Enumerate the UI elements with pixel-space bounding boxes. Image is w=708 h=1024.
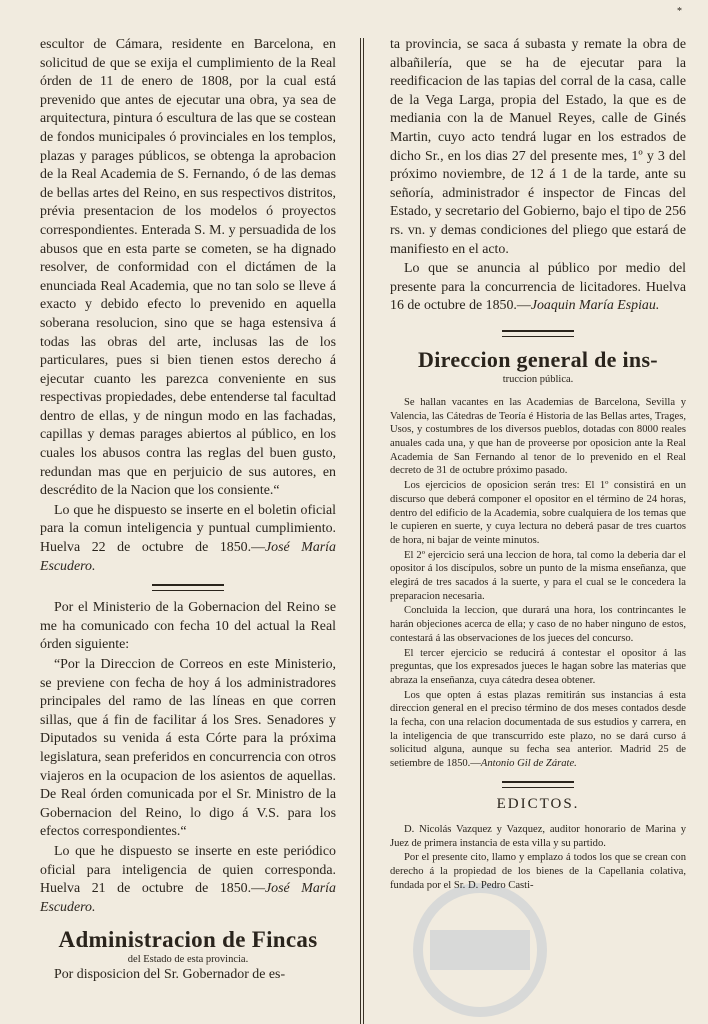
deadline-text-body: Los que opten á estas plazas remitirán sus instancias á esta direccion general en el preciso término de dos meses contados desde la fecha, con una relacion documentada de sus estudios y carrera, en la inteligencia de que transcurrido este plazo, no se dará curso á solicitud alguna, aunque su fecha sea anterior. Madrid 25 de setiembre de 1850.— — [390, 689, 686, 770]
edictos-heading: EDICTOS. — [496, 795, 580, 812]
ministry-intro: Por el Ministerio de la Gobernacion del Reino se me ha comunicado con fecha 10 del actual la Real órden siguiente: — [40, 600, 336, 653]
separator-rule — [502, 781, 574, 788]
left-column — [40, 36, 336, 985]
publication-note-text: Lo que se anuncia al público por medio del presente para la concurrencia de licitadores. Huelva 16 de octubre de 1850.— — [390, 261, 686, 314]
publication-note — [40, 843, 336, 917]
separator-rule — [502, 330, 574, 337]
exercise-text: Concluida la leccion, que durará una hora, los contrincantes le harán objeciones acerca de ella; y caso de no haber ninguno de estos, contestará á las observaciones de los jueces del concurso. — [390, 605, 686, 644]
publication-note-text: Lo que he dispuesto se inserte en el boletin oficial para la comun inteligencia y puntual cumplimiento. Huelva 22 de octubre de 1850.— — [40, 502, 336, 556]
publication-note — [40, 502, 336, 576]
column-rule — [363, 38, 364, 1024]
library-stamp-watermark — [370, 880, 590, 1020]
section-subheading: truccion pública. — [502, 373, 574, 385]
section-heading: Direccion general de ins- — [418, 346, 658, 372]
exercise-text: Los ejercicios de oposicion serán tres: El 1º consistirá en un discurso que deberá componer el opositor en el término de 24 horas, dentro del edificio de la Academia, sobre cualquiera de los temas que le cupieren en suerte, y cuya lectura no deberá pasar de tres cuartos de hora, ni bajar de veinte minutos. — [390, 480, 686, 546]
section-subheading: del Estado de esta provincia. — [127, 954, 249, 966]
signature: José María Escudero. — [40, 540, 336, 574]
separator-rule — [152, 584, 224, 591]
right-column — [390, 36, 686, 892]
section-heading: Administracion de Fincas — [58, 927, 318, 953]
signature: Joaquin María Espiau. — [530, 298, 660, 314]
deadline-text — [390, 689, 686, 771]
edict-text: Por el presente cito, llamo y emplazo á todos los que se crean con derecho á la propiedad de los bienes de la Capellania colativa, fundada por el Sr. D. Pedro Casti- — [390, 852, 686, 891]
corner-mark: * — [677, 6, 682, 17]
vacancy-text: Se hallan vacantes en las Academias de Barcelona, Sevilla y Valencia, las Cátedras de Teoría é Historia de las Bellas artes, Trages, Usos, y costumbres de los diversos pueblos, dotadas con 8000 reales anuales cada una, y que han de proveerse por oposicion ante la Real Academia de San Fernando al tenor de lo prevenido en el Real decreto de 31 de octubre próximo pasado. — [390, 396, 686, 477]
publication-note-text: Lo que he dispuesto se inserte en este periódico oficial para inteligencia de quien corresponda. Huelva 21 de octubre de 1850.— — [40, 843, 336, 897]
publication-note — [390, 260, 686, 316]
auction-text: ta provincia, se saca á subasta y remate la obra de albañilería, que se ha de ejecutar para la reedificacion de las tapias del corral de la casa, calle de la Vega Larga, propia del Estado, la que es de mediania con la de Manuel Reyes, calle de Ginés Martin, cuyo acto tendrá lugar en los estrados de dicho Sr., en los dias 27 del presente mes, 1º y 3 del próximo noviembre, de 12 á 1 de la tarde, ante su señoría, administrador é inspector de Fincas del Estado, y secretario del Gobierno, bajo el tipo de 256 rs. vn. y demas condiciones del pliego que estará de manifiesto en el acto. — [390, 37, 686, 257]
exercise-text: El 2º ejercicio será una leccion de hora, tal como la deberia dar el opositor á los discípulos, sobre un punto de la misma enseñanza, que elegirá de tres sacados á la suerte, y para el cual se le concedera la preparacion necesaria. — [390, 549, 686, 602]
royal-order-text: escultor de Cámara, residente en Barcelona, en solicitud de que se exija el cumplimiento de la Real órden de 11 de enero de 1808, por la cual está prevenido que antes de ejecutar una obra, ya sea de arquitectura, pintura ó escultura de las que se costean de fondos municipales ó provinciales en los templos, plazas y parages públicos, se obtenga la aprobacion de la Real Academia de S. Fernando, ó de las demas de bellas artes del Reino, en sus respectivos distritos, prévia presentacion de los modelos ó proyectos correspondientes. Enterada S. M. y persuadida de los abusos que en esta parte se cometen, se ha dignado resolver, de conformidad con el dictámen de la enunciada Real Academia, que no tan solo se lleve á exacto y debido efecto lo prevenido en aquella soberana resolucion, sino que se haga estensiva á todas las obras del arte, inclusas las de los particulares, pues si bien tienen estos derecho á ejecutar cuanto les parezca conveniente en sus respectivas propiedades, debe entenderse tal facultad dentro de ellas, y de ningun modo en las fachadas, capillas y demas parages abiertos al público, en los cuales los abusos contra las reglas del buen gusto, redundan mas que en perjuicio de sus autores, en descrédito de la Nacion que los consiente.“ — [40, 37, 336, 499]
edict-text: D. Nicolás Vazquez y Vazquez, auditor honorario de Marina y Juez de primera instancia de esta villa y su partido. — [390, 823, 686, 849]
signature: José María Escudero. — [40, 881, 336, 915]
correos-order-text: “Por la Direccion de Correos en este Ministerio, se previene con fecha de hoy á los administradores principales del ramo de las líneas en que corren sillas, que á fin de facilitar á los Sres. Senadores y Diputados su venida á esta Córte para la próxima legislatura, sean preferidos en concurrencia con otros viajeros en la ocupacion de los asientos de aquellas. De Real órden comunicada por el Sr. Ministro de la Gobernacion del Reino, lo digo á V.S. para los efectos correspondientes.“ — [40, 657, 336, 840]
exercise-text: El tercer ejercicio se reducirá á contestar el opositor á las preguntas, que los expresados jueces le hagan sobre las materias que abraza la enseñanza, cuya cátedra desea obtener. — [390, 647, 686, 686]
auction-text-start: Por disposicion del Sr. Gobernador de es- — [54, 967, 286, 983]
signature: Antonio Gil de Zárate. — [480, 758, 577, 770]
column-rule — [360, 38, 361, 1024]
